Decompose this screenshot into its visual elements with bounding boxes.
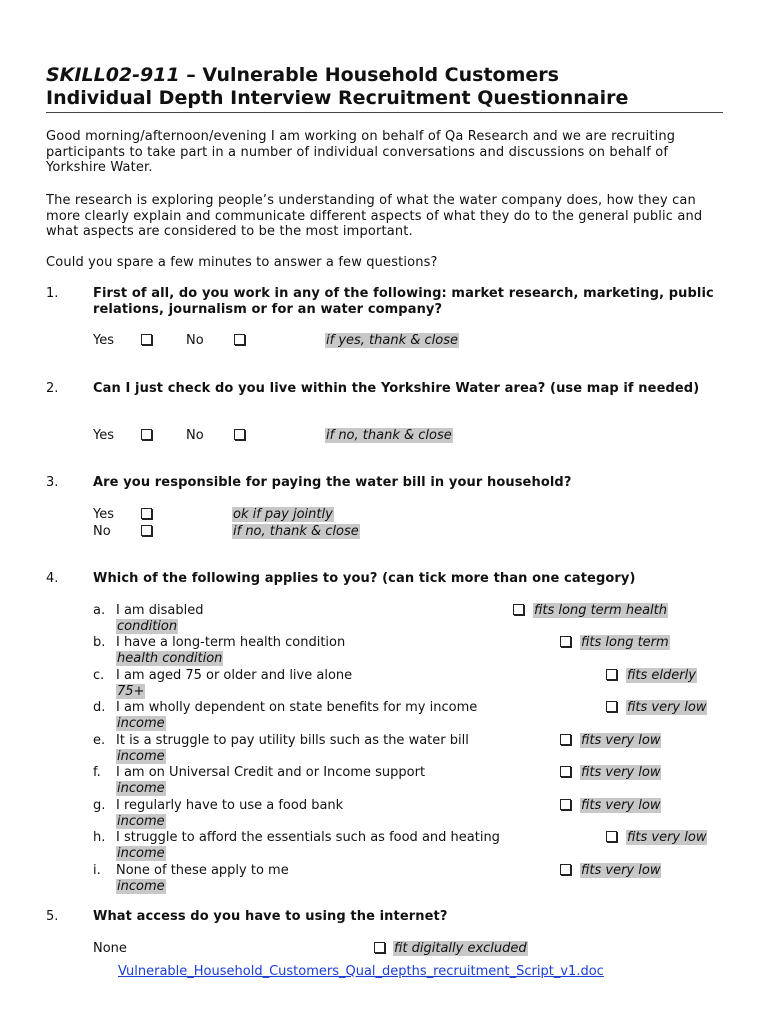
q4-option-h-instruction-cont: income [117, 846, 165, 861]
q4-option-g-instruction-cont: income [117, 814, 165, 829]
q3-yes-checkbox[interactable] [141, 508, 152, 519]
q4-option-g-letter: g. [93, 798, 106, 813]
q4-option-e-text: It is a struggle to pay utility bills such as the water bill [116, 733, 469, 748]
intro-paragraph-2: The research is exploring people’s understanding of what the water company does, how they can more clearly explain and communicate different aspects of what they do to the general public and what aspects are considered to be the most important. [46, 193, 703, 239]
q4-option-h-instruction: fits very low [627, 830, 707, 845]
q4-option-b-checkbox[interactable] [560, 636, 571, 647]
q4-option-i-instruction-cont: income [117, 879, 165, 894]
q4-option-f-checkbox[interactable] [560, 766, 571, 777]
q4-option-c-checkbox[interactable] [606, 669, 617, 680]
q4-option-b-text: I have a long-term health condition [116, 635, 346, 650]
q4-option-e-instruction: fits very low [581, 733, 661, 748]
footer-filename-link[interactable]: Vulnerable_Household_Customers_Qual_depths_recruitment_Script_v1.doc [118, 964, 604, 979]
q4-option-c-instruction-cont: 75+ [117, 684, 145, 699]
q4-option-b-instruction-cont: health condition [117, 651, 223, 666]
question-5-text: What access do you have to using the internet? [93, 909, 448, 924]
question-1-number: 1. [46, 286, 59, 301]
q4-option-i-letter: i. [93, 863, 101, 878]
q1-no-label: No [186, 333, 204, 348]
question-4-number: 4. [46, 571, 59, 586]
q2-no-label: No [186, 428, 204, 443]
q4-option-i-instruction: fits very low [581, 863, 661, 878]
q4-option-a-instruction: fits long term health [534, 603, 667, 618]
q2-yes-label: Yes [93, 428, 114, 443]
question-4-text: Which of the following applies to you? (can tick more than one category) [93, 571, 636, 586]
intro-paragraph-1: Good morning/afternoon/evening I am working on behalf of Qa Research and we are recruiting participants to take part in a number of individual conversations and discussions on behalf of Yorkshire Water. [46, 129, 676, 175]
q5-option-none-text: None [93, 941, 127, 956]
q4-option-d-checkbox[interactable] [606, 701, 617, 712]
question-2-number: 2. [46, 381, 59, 396]
q4-option-d-text: I am wholly dependent on state benefits for my income [116, 700, 478, 715]
q4-option-h-letter: h. [93, 830, 106, 845]
q4-option-d-instruction: fits very low [627, 700, 707, 715]
q4-option-d-letter: d. [93, 700, 106, 715]
q4-option-b-letter: b. [93, 635, 106, 650]
q5-option-none-instruction: fit digitally excluded [394, 941, 527, 956]
q4-option-e-instruction-cont: income [117, 749, 165, 764]
intro-paragraph-3: Could you spare a few minutes to answer a few questions? [46, 255, 438, 270]
q2-instruction: if no, thank & close [326, 428, 452, 443]
q4-option-g-checkbox[interactable] [560, 799, 571, 810]
q4-option-b-instruction: fits long term [581, 635, 669, 650]
q4-option-g-text: I regularly have to use a food bank [116, 798, 344, 813]
q4-option-a-text: I am disabled [116, 603, 204, 618]
document-title [46, 64, 723, 113]
q4-option-f-letter: f. [93, 765, 101, 780]
q2-no-checkbox[interactable] [234, 429, 245, 440]
q3-no-instruction: if no, thank & close [233, 524, 359, 539]
q4-option-h-checkbox[interactable] [606, 831, 617, 842]
project-code: SKILL02-911 [46, 64, 180, 86]
q3-no-label: No [93, 524, 111, 539]
q2-yes-checkbox[interactable] [141, 429, 152, 440]
q4-option-f-text: I am on Universal Credit and or Income support [116, 765, 426, 780]
question-2-text: Can I just check do you live within the Yorkshire Water area? (use map if needed) [93, 381, 700, 396]
q1-yes-checkbox[interactable] [141, 334, 152, 345]
q4-option-f-instruction-cont: income [117, 781, 165, 796]
q1-instruction: if yes, thank & close [326, 333, 459, 348]
q4-option-c-text: I am aged 75 or older and live alone [116, 668, 353, 683]
q4-option-i-text: None of these apply to me [116, 863, 289, 878]
question-1-text: First of all, do you work in any of the following: market research, marketing, public relations, journalism or for an water company? [93, 286, 714, 317]
title-line2: Individual Depth Interview Recruitment Questionnaire [46, 87, 629, 109]
q3-no-checkbox[interactable] [141, 525, 152, 536]
q3-yes-label: Yes [93, 507, 114, 522]
q4-option-i-checkbox[interactable] [560, 864, 571, 875]
q4-option-f-instruction: fits very low [581, 765, 661, 780]
q4-option-g-instruction: fits very low [581, 798, 661, 813]
question-5-number: 5. [46, 909, 59, 924]
q4-option-a-instruction-cont: condition [117, 619, 178, 634]
q4-option-d-instruction-cont: income [117, 716, 165, 731]
q4-option-c-letter: c. [93, 668, 105, 683]
question-3-number: 3. [46, 475, 59, 490]
q4-option-e-checkbox[interactable] [560, 734, 571, 745]
title-line1: – Vulnerable Household Customers [179, 64, 559, 86]
q4-option-h-text: I struggle to afford the essentials such as food and heating [116, 830, 500, 845]
q1-yes-label: Yes [93, 333, 114, 348]
q1-no-checkbox[interactable] [234, 334, 245, 345]
q4-option-a-checkbox[interactable] [513, 604, 524, 615]
question-3-text: Are you responsible for paying the water bill in your household? [93, 475, 572, 490]
q4-option-e-letter: e. [93, 733, 106, 748]
q3-yes-instruction: ok if pay jointly [233, 507, 333, 522]
q4-option-c-instruction: fits elderly [627, 668, 696, 683]
q4-option-a-letter: a. [93, 603, 106, 618]
q5-option-none-checkbox[interactable] [374, 942, 385, 953]
